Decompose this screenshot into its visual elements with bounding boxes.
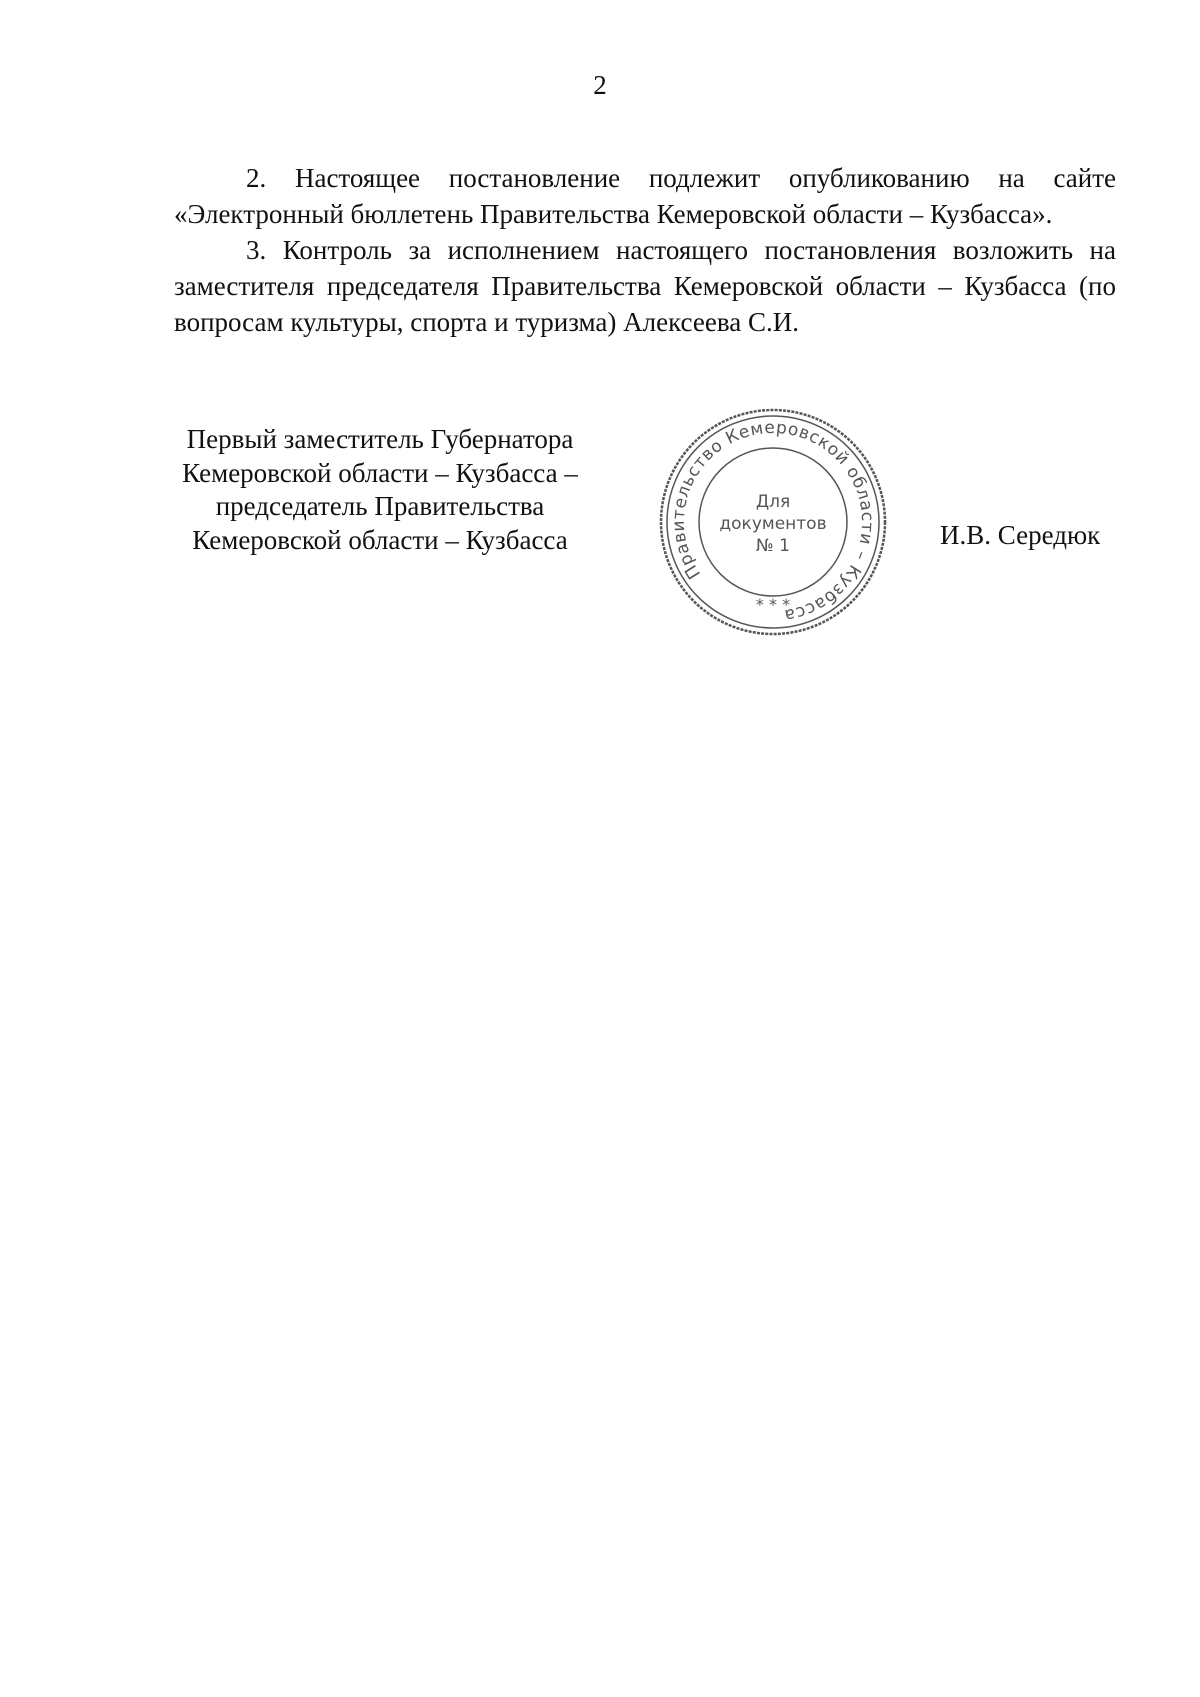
official-stamp bbox=[658, 407, 888, 637]
stamp-ring-text: Правительство Кемеровской области – Кузбасса bbox=[668, 417, 878, 626]
stamp-center-line: № 1 bbox=[756, 536, 790, 556]
position-line: Кемеровской области – Кузбасса – bbox=[182, 457, 578, 488]
signature-position bbox=[170, 423, 590, 557]
position-line: Первый заместитель Губернатора bbox=[186, 424, 574, 454]
page-number: 2 bbox=[593, 70, 607, 100]
stamp-stars: * * * bbox=[755, 595, 791, 614]
position-line: председатель Правительства bbox=[215, 491, 545, 521]
paragraph-control: 3. Контроль за исполнением настоящего постановления возложить на заместителя председателя Правительства Кемеровской области – Кузбасса (по вопросам культуры, спорта и туризма) Алексеева С.И. bbox=[174, 235, 1116, 337]
stamp-center-line: Для bbox=[755, 492, 791, 512]
position-line: Кемеровской области – Кузбасса bbox=[192, 524, 568, 555]
stamp-center-line: документов bbox=[719, 514, 827, 534]
paragraph-publication: 2. Настоящее постановление подлежит опубликованию на сайте «Электронный бюллетень Правительства Кемеровской области – Кузбасса». bbox=[174, 163, 1116, 229]
signer-name: И.В. Середюк bbox=[940, 520, 1101, 550]
